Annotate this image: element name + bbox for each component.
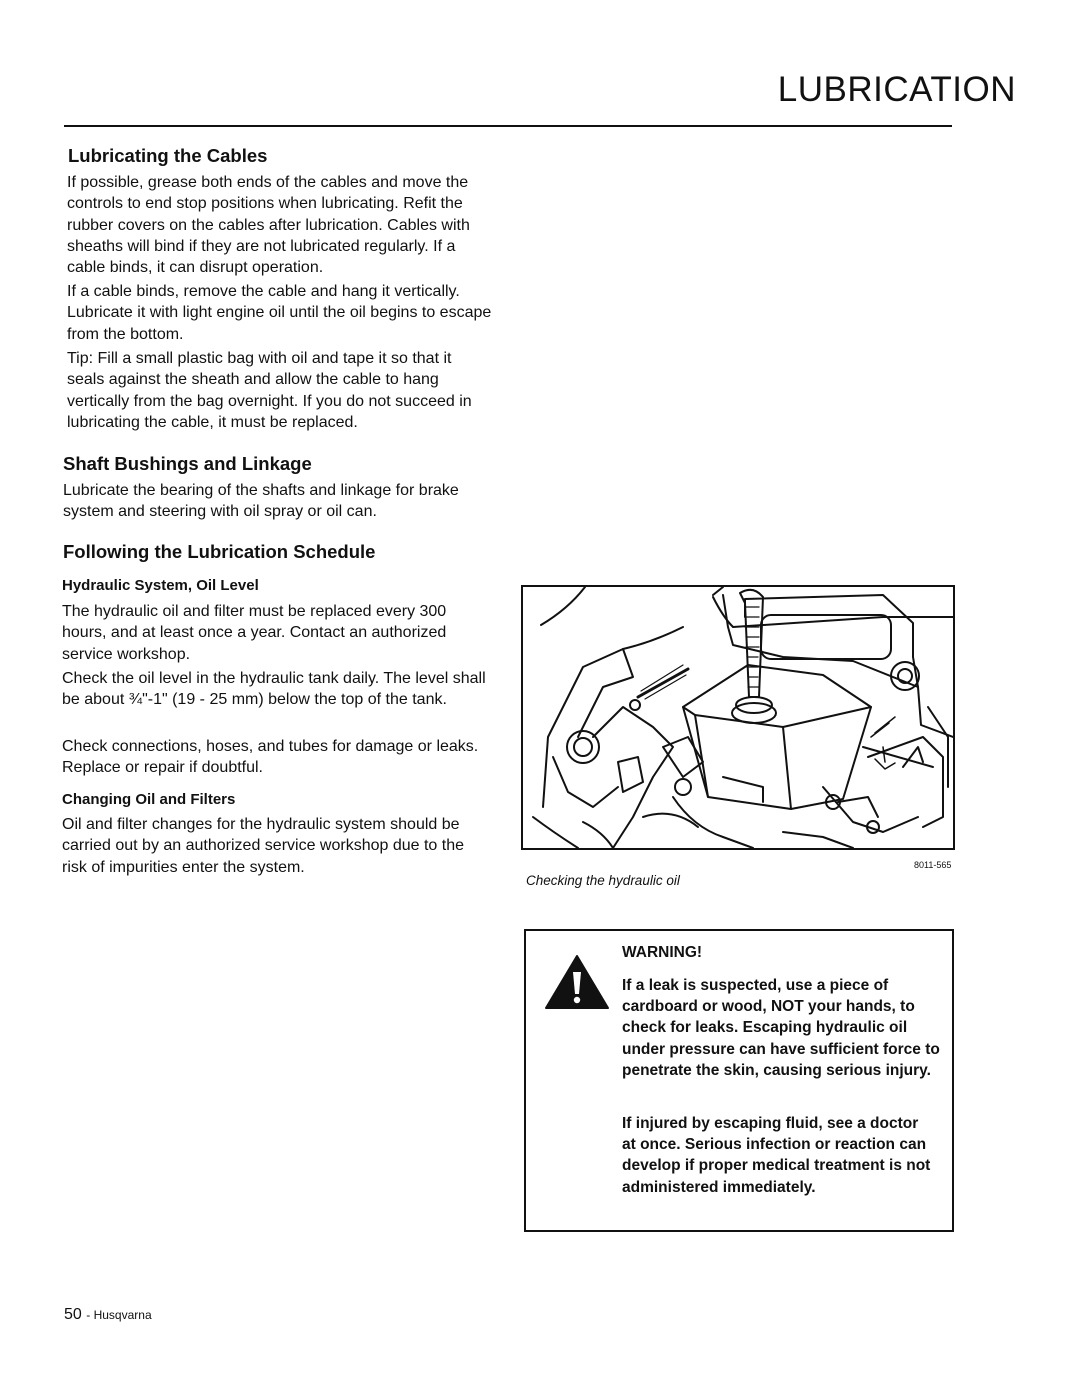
hydraulic-paragraph-3: Check connections, hoses, and tubes for damage or leaks. Replace or repair if doubtful. bbox=[62, 738, 479, 777]
heading-lubricating-cables: Lubricating the Cables bbox=[68, 145, 268, 166]
heading-shaft-bushings: Shaft Bushings and Linkage bbox=[63, 453, 312, 474]
cables-paragraph-1: If possible, grease both ends of the cables and move the controls to end stop positions when lubricating. Refit the rubber covers on the cables after lubrication. Cables with sheaths will bind if they are not lubricated regularly. If a cable binds, it can disrupt operation. bbox=[67, 174, 470, 277]
page-title: LUBRICATION bbox=[777, 70, 1016, 109]
cables-tip-paragraph: Tip: Fill a small plastic bag with oil and tape it so that it seals against the sheath and allow the cable to hang vertically from the bag overnight. If you do not succeed in lubricating the cable, it must be replaced. bbox=[67, 350, 472, 431]
heading-lubrication-schedule: Following the Lubrication Schedule bbox=[63, 541, 376, 562]
page-footer bbox=[64, 1306, 152, 1324]
figure-code: 8011-565 bbox=[914, 860, 952, 870]
title-divider bbox=[64, 125, 952, 127]
page-number: 50 bbox=[64, 1306, 82, 1323]
hydraulic-tank-illustration bbox=[521, 585, 955, 850]
warning-leak-text: If a leak is suspected, use a piece of cardboard or wood, NOT your hands, to check for leaks. Escaping hydraulic oil under pressure can have sufficient force to penetrate the skin, causing serious injury. bbox=[622, 977, 940, 1079]
changing-oil-paragraph: Oil and filter changes for the hydraulic system should be carried out by an authorized service workshop due to the risk of impurities enter the system. bbox=[62, 816, 465, 876]
warning-triangle-icon bbox=[544, 954, 610, 1010]
footer-brand: - Husqvarna bbox=[86, 1308, 152, 1322]
figure-caption: Checking the hydraulic oil bbox=[526, 873, 680, 888]
subheading-hydraulic-oil-level: Hydraulic System, Oil Level bbox=[62, 577, 259, 594]
subheading-changing-oil-filters: Changing Oil and Filters bbox=[62, 791, 236, 808]
warning-injury-text: If injured by escaping fluid, see a doctor at once. Serious infection or reaction can develop if proper medical treatment is not administered immediately. bbox=[622, 1115, 931, 1196]
warning-title: WARNING! bbox=[622, 944, 703, 961]
cables-paragraph-2: If a cable binds, remove the cable and hang it vertically. Lubricate it with light engine oil until the oil begins to escape from the bottom. bbox=[67, 283, 492, 343]
hydraulic-paragraph-1: The hydraulic oil and filter must be replaced every 300 hours, and at least once a year. Contact an authorized service workshop. bbox=[62, 603, 447, 663]
hydraulic-paragraph-2: Check the oil level in the hydraulic tank daily. The level shall be about ¾"-1" (19 - 25 mm) below the top of the tank. bbox=[62, 670, 486, 709]
shaft-paragraph: Lubricate the bearing of the shafts and linkage for brake system and steering with oil spray or oil can. bbox=[63, 482, 459, 521]
